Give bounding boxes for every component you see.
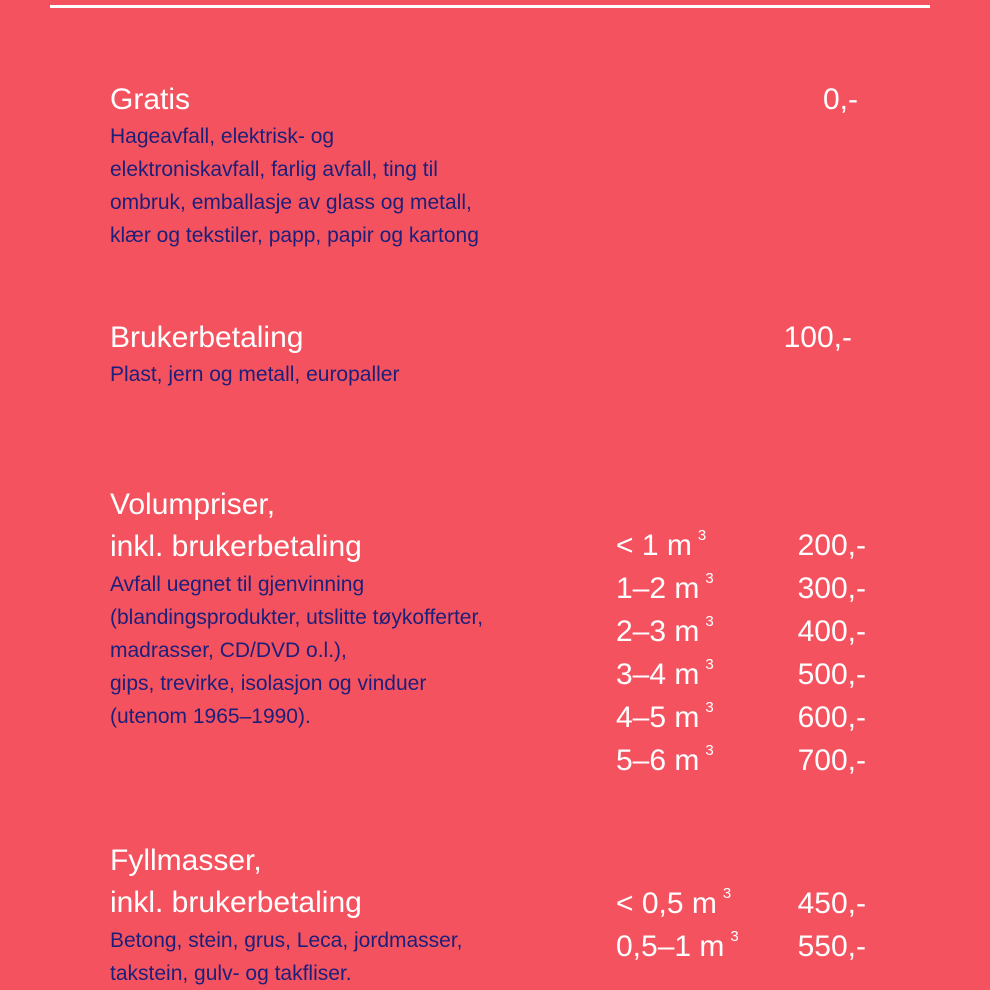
description-line: takstein, gulv- og takfliser. xyxy=(110,962,352,985)
price-row xyxy=(616,925,866,968)
volume-label: < 1 m $^3$ xyxy=(616,527,707,562)
price-amount: 400,- xyxy=(797,615,866,648)
section-title-line: Fyllmasser, xyxy=(110,844,262,877)
volume-label: 5–6 m $^3$ xyxy=(616,742,714,777)
section-description xyxy=(110,358,399,391)
cubic-exponent: 3 xyxy=(705,699,714,716)
cubic-exponent: 3 xyxy=(705,570,714,587)
description-line: Betong, stein, grus, Leca, jordmasser, xyxy=(110,929,463,952)
cubic-exponent: 3 xyxy=(730,928,739,945)
section-title-line: Volumpriser, xyxy=(110,488,276,521)
volume-label: 2–3 m $^3$ xyxy=(616,613,714,648)
description-line: elektroniskavfall, farlig avfall, ting til xyxy=(110,158,438,181)
price-amount: 200,- xyxy=(797,529,866,562)
price-row xyxy=(616,696,866,739)
description-line: Hageavfall, elektrisk- og xyxy=(110,125,335,148)
description-line: ombruk, emballasje av glass og metall, xyxy=(110,191,472,214)
fill-price-table xyxy=(616,882,866,968)
price-row xyxy=(616,524,866,567)
volume-label: < 0,5 m $^3$ xyxy=(616,885,732,920)
description-line: Avfall uegnet til gjenvinning xyxy=(110,573,365,596)
volume-label: 1–2 m $^3$ xyxy=(616,570,714,605)
cubic-exponent: 3 xyxy=(705,742,714,759)
section-brukerbetaling xyxy=(110,320,399,391)
price-brukerbetaling: 100,- xyxy=(783,321,852,354)
price-amount: 500,- xyxy=(797,658,866,691)
description-line: klær og tekstiler, papp, papir og kartong xyxy=(110,224,479,247)
price-row xyxy=(616,739,866,782)
description-line: (blandingsprodukter, utslitte tøykofferter, xyxy=(110,606,484,629)
cubic-exponent: 3 xyxy=(722,885,732,902)
price-row xyxy=(616,882,866,925)
section-description xyxy=(110,924,463,990)
section-title-line: inkl. brukerbetaling xyxy=(110,886,362,919)
description-line: madrasser, CD/DVD o.l.), xyxy=(110,639,347,662)
volume-label: 0,5–1 m $^3$ xyxy=(616,928,739,963)
price-amount: 300,- xyxy=(797,572,866,605)
price-amount: 600,- xyxy=(797,701,866,734)
price-row xyxy=(616,567,866,610)
section-title-line: inkl. brukerbetaling xyxy=(110,530,362,563)
section-gratis xyxy=(110,82,479,252)
description-line: gips, trevirke, isolasjon og vinduer xyxy=(110,672,427,695)
cubic-exponent: 3 xyxy=(705,656,714,673)
section-volumpriser xyxy=(110,484,483,733)
top-divider xyxy=(50,5,930,8)
price-amount: 550,- xyxy=(797,930,866,963)
volume-price-table xyxy=(616,524,866,782)
section-fyllmasser xyxy=(110,840,463,990)
cubic-exponent: 3 xyxy=(697,527,707,544)
cubic-exponent: 3 xyxy=(705,613,714,630)
price-row xyxy=(616,610,866,653)
volume-label: 3–4 m $^3$ xyxy=(616,656,714,691)
price-amount: 450,- xyxy=(797,887,866,920)
price-row xyxy=(616,653,866,696)
section-title: Brukerbetaling xyxy=(110,321,304,354)
price-amount: 700,- xyxy=(797,744,866,777)
volume-label: 4–5 m $^3$ xyxy=(616,699,714,734)
section-description xyxy=(110,120,479,252)
description-line: (utenom 1965–1990). xyxy=(110,705,311,728)
section-description xyxy=(110,568,483,733)
section-title: Gratis xyxy=(110,83,191,116)
price-gratis: 0,- xyxy=(822,83,858,116)
description-line: Plast, jern og metall, europaller xyxy=(110,363,400,386)
